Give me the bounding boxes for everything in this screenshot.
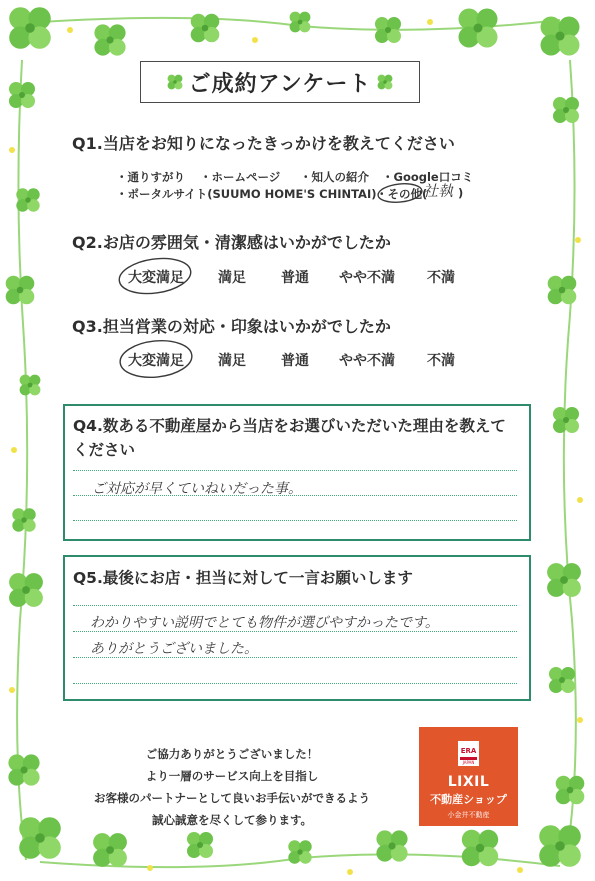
q2-rating-somewhat-dissatisfied[interactable]: やや不満 [339,270,395,286]
clover-icon [377,74,393,90]
q1-option-homepage[interactable]: ・ホームページ [200,170,281,184]
q2-rating-dissatisfied[interactable]: 不満 [427,270,455,286]
q5-answer-line [73,605,517,606]
q5-answer-line [73,683,517,684]
q1-option-google-reviews[interactable]: ・Google口コミ [382,170,474,184]
q3-rating-neutral[interactable]: 普通 [281,353,309,369]
q2-rating-neutral[interactable]: 普通 [281,270,309,286]
thanks-line-4: 誠心誠意を尽くして参ります。 [151,813,313,827]
survey-title-box [140,61,420,103]
q2-rating-very-satisfied[interactable]: 大変満足 [128,270,184,286]
q1-question: Q1.当店をお知りになったきっかけを教えてください [72,134,455,153]
era-badge-subtext: JAPAN [462,760,475,765]
era-badge-text: ERA [460,747,477,755]
thanks-line-2: より一層のサービス向上を目指し [145,769,319,783]
q5-question: Q5.最後にお店・担当に対して一言お願いします [73,569,413,587]
q3-rating-satisfied[interactable]: 満足 [218,353,246,369]
q3-rating-somewhat-dissatisfied[interactable]: やや不満 [339,353,395,369]
q1-option-referral[interactable]: ・知人の紹介 [300,170,369,184]
q3-question: Q3.担当営業の対応・印象はいかがでしたか [72,317,391,336]
q2-rating-satisfied[interactable]: 満足 [218,270,246,286]
q3-rating-dissatisfied[interactable]: 不満 [427,353,455,369]
q3-rating-very-satisfied[interactable]: 大変満足 [128,353,184,369]
era-badge [458,741,479,766]
survey-title: ご成約アンケート [188,71,372,97]
logo-brand: LIXIL [447,774,490,790]
q1-option-other[interactable]: ・その他( [376,187,428,201]
q2-question: Q2.お店の雰囲気・清潔感はいかがでしたか [72,233,391,252]
logo-store-name: 小金井不動産 [447,811,490,819]
logo-shop-name: 不動産ショップ [430,793,507,806]
q4-answer-line [73,470,517,471]
clover-icon [167,74,183,90]
shop-logo [419,727,518,826]
q1-other-handwritten: 社執 [423,182,454,200]
q4-handwritten-answer: ご対応が早くていねいだった事。 [92,481,302,497]
q5-handwritten-answer-line1: わかりやすい説明でとても物件が選びやすかったです。 [90,615,439,631]
q1-option-portal-site[interactable]: ・ポータルサイト(SUUMO HOME'S CHINTAI) [116,187,377,201]
q4-question-line1: Q4.数ある不動産屋から当店をお選びいただいた理由を教えて [73,417,506,435]
q4-question-line2: ください [73,441,136,459]
thanks-line-1: ご協力ありがとうございました！ [145,747,319,761]
q1-option-passing-by[interactable]: ・通りすがり [116,170,185,184]
thanks-line-3: お客様のパートナーとして良いお手伝いができるよう [94,791,370,805]
q4-answer-line [73,520,517,521]
q1-option-other-close: ) [458,186,464,200]
q5-handwritten-answer-line2: ありがとうございました。 [90,641,258,657]
